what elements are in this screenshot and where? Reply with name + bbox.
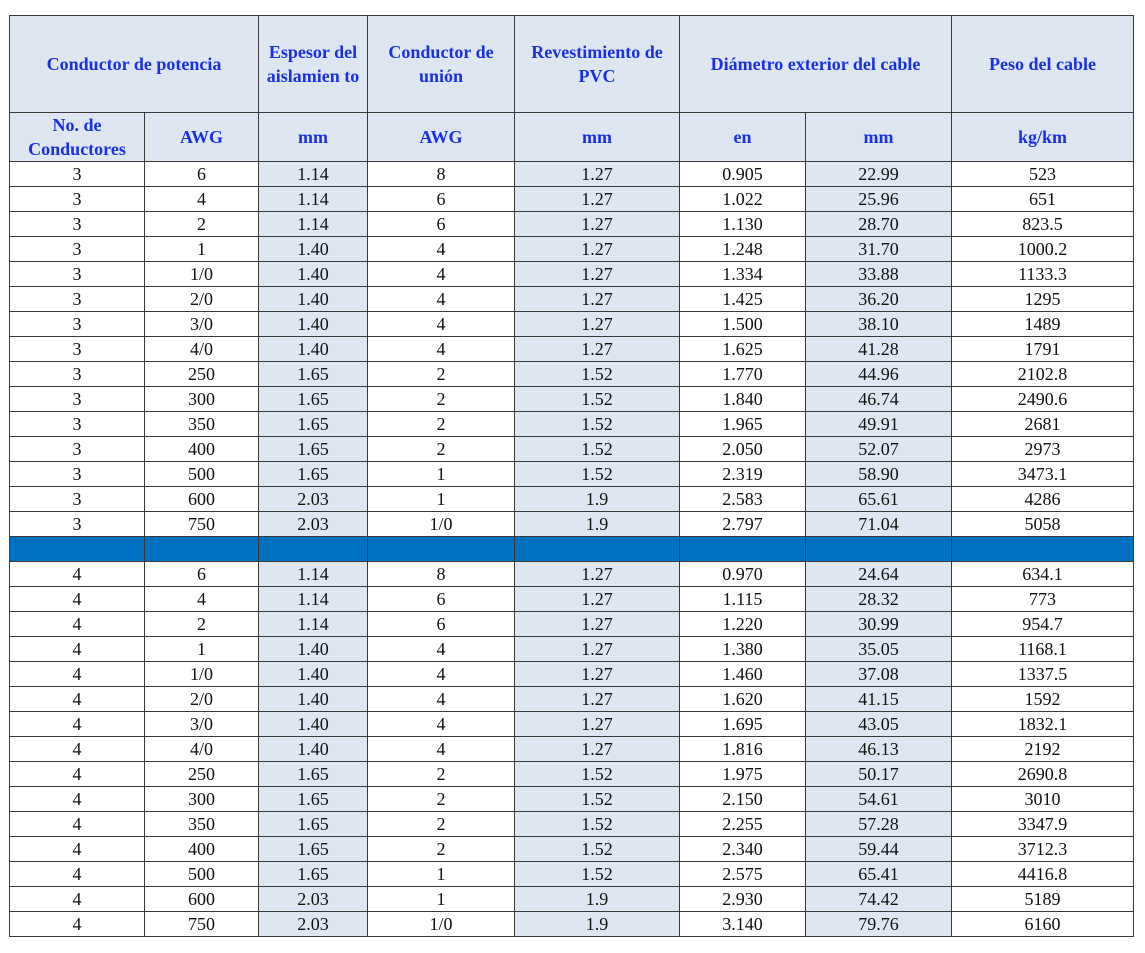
table-cell: 500 (145, 462, 259, 487)
table-cell: 1.65 (259, 437, 368, 462)
table-cell: 1.65 (259, 787, 368, 812)
table-cell: 4 (10, 912, 145, 937)
header-peso: Peso del cable (952, 16, 1134, 113)
table-cell: 4 (10, 587, 145, 612)
table-cell: 1337.5 (952, 662, 1134, 687)
table-cell: 2 (368, 362, 515, 387)
table-cell: 3 (10, 512, 145, 537)
table-cell: 1.52 (515, 762, 680, 787)
table-cell: 1.500 (680, 312, 806, 337)
table-cell: 1 (368, 487, 515, 512)
table-cell: 4 (10, 812, 145, 837)
table-cell: 4 (10, 862, 145, 887)
table-cell: 0.905 (680, 162, 806, 187)
table-cell: 1.9 (515, 487, 680, 512)
table-row (10, 237, 1134, 262)
table-cell: 31.70 (806, 237, 952, 262)
table-cell: 1.27 (515, 212, 680, 237)
table-cell: 24.64 (806, 562, 952, 587)
table-cell: 634.1 (952, 562, 1134, 587)
table-cell: 8 (368, 162, 515, 187)
table-cell: 4 (368, 712, 515, 737)
table-cell: 4 (10, 887, 145, 912)
table-cell: 3 (10, 187, 145, 212)
table-cell: 4 (10, 662, 145, 687)
header-no-conductores: No. de Conductores (10, 113, 145, 162)
separator-body (10, 537, 1134, 562)
table-cell: 22.99 (806, 162, 952, 187)
table-cell: 2.03 (259, 487, 368, 512)
table-cell: 2102.8 (952, 362, 1134, 387)
table-cell: 1.27 (515, 662, 680, 687)
table-cell: 3712.3 (952, 837, 1134, 862)
table-cell: 1.14 (259, 162, 368, 187)
table-cell: 1.14 (259, 562, 368, 587)
table-row (10, 512, 1134, 537)
table-cell: 3 (10, 412, 145, 437)
table-cell: 4 (368, 737, 515, 762)
table-cell: 2.255 (680, 812, 806, 837)
table-cell: 4 (10, 612, 145, 637)
table-cell: 4 (10, 637, 145, 662)
table-cell: 1.840 (680, 387, 806, 412)
table-row (10, 637, 1134, 662)
table-cell: 1.625 (680, 337, 806, 362)
table-cell: 1 (368, 462, 515, 487)
table-cell: 1.65 (259, 387, 368, 412)
table-cell: 3/0 (145, 712, 259, 737)
table-cell: 65.41 (806, 862, 952, 887)
table-cell: 6 (368, 187, 515, 212)
table-cell: 1168.1 (952, 637, 1134, 662)
table-cell: 2/0 (145, 287, 259, 312)
table-cell: 71.04 (806, 512, 952, 537)
table-body-4-conductores (10, 562, 1134, 937)
table-cell: 79.76 (806, 912, 952, 937)
table-cell: 3 (10, 387, 145, 412)
table-cell: 1133.3 (952, 262, 1134, 287)
table-cell: 823.5 (952, 212, 1134, 237)
table-cell: 1.52 (515, 837, 680, 862)
table-cell: 1.14 (259, 587, 368, 612)
table-row (10, 212, 1134, 237)
table-cell: 400 (145, 437, 259, 462)
table-cell: 2 (145, 212, 259, 237)
table-cell: 1 (145, 237, 259, 262)
table-cell: 49.91 (806, 412, 952, 437)
table-cell: 65.61 (806, 487, 952, 512)
table-cell: 600 (145, 487, 259, 512)
table-cell: 1/0 (368, 512, 515, 537)
table-row (10, 187, 1134, 212)
table-cell: 1.9 (515, 887, 680, 912)
table-cell: 3473.1 (952, 462, 1134, 487)
table-cell: 6160 (952, 912, 1134, 937)
table-cell: 2 (368, 787, 515, 812)
table-cell: 4 (10, 737, 145, 762)
table-cell: 954.7 (952, 612, 1134, 637)
table-row (10, 712, 1134, 737)
table-cell: 35.05 (806, 637, 952, 662)
table-cell: 2.583 (680, 487, 806, 512)
table-cell: 2 (368, 812, 515, 837)
table-cell: 1.425 (680, 287, 806, 312)
table-cell: 3347.9 (952, 812, 1134, 837)
table-cell: 4286 (952, 487, 1134, 512)
header-unit-mm-espesor: mm (259, 113, 368, 162)
table-cell: 3 (10, 237, 145, 262)
table-cell: 74.42 (806, 887, 952, 912)
table-cell: 1.27 (515, 162, 680, 187)
table-row (10, 762, 1134, 787)
table-cell: 1.52 (515, 437, 680, 462)
table-cell: 1.40 (259, 287, 368, 312)
table-cell: 4 (10, 762, 145, 787)
table-cell: 1832.1 (952, 712, 1134, 737)
table-cell: 1295 (952, 287, 1134, 312)
table-cell: 1.695 (680, 712, 806, 737)
table-cell: 2.050 (680, 437, 806, 462)
table-cell: 1.40 (259, 237, 368, 262)
header-revestimiento: Revestimiento de PVC (515, 16, 680, 113)
table-cell: 41.15 (806, 687, 952, 712)
table-row (10, 737, 1134, 762)
table-cell: 25.96 (806, 187, 952, 212)
table-row (10, 687, 1134, 712)
table-cell: 52.07 (806, 437, 952, 462)
table-cell: 1.40 (259, 662, 368, 687)
header-conductor-potencia: Conductor de potencia (10, 16, 259, 113)
table-cell: 37.08 (806, 662, 952, 687)
table-cell: 2.930 (680, 887, 806, 912)
table-cell: 4416.8 (952, 862, 1134, 887)
header-conductor-union: Conductor de unión (368, 16, 515, 113)
table-cell: 1.40 (259, 737, 368, 762)
table-cell: 500 (145, 862, 259, 887)
table-cell: 46.13 (806, 737, 952, 762)
table-cell: 1.816 (680, 737, 806, 762)
table-cell: 3010 (952, 787, 1134, 812)
table-cell: 1.115 (680, 587, 806, 612)
table-cell: 1.40 (259, 262, 368, 287)
table-cell: 2.03 (259, 887, 368, 912)
table-cell: 4 (10, 712, 145, 737)
header-unit-kgkm: kg/km (952, 113, 1134, 162)
table-row (10, 162, 1134, 187)
table-cell: 1.14 (259, 612, 368, 637)
table-cell: 1.27 (515, 687, 680, 712)
table-row (10, 412, 1134, 437)
table-cell: 50.17 (806, 762, 952, 787)
table-cell: 2 (368, 387, 515, 412)
table-cell: 4 (10, 837, 145, 862)
table-cell: 1.14 (259, 187, 368, 212)
table-row (10, 562, 1134, 587)
table-cell: 3 (10, 162, 145, 187)
table-cell: 59.44 (806, 837, 952, 862)
table-cell: 2690.8 (952, 762, 1134, 787)
table-cell: 1.460 (680, 662, 806, 687)
table-cell: 33.88 (806, 262, 952, 287)
table-row (10, 362, 1134, 387)
table-cell: 2/0 (145, 687, 259, 712)
table-cell: 4 (10, 687, 145, 712)
table-cell: 2973 (952, 437, 1134, 462)
table-row (10, 787, 1134, 812)
table-cell: 3 (10, 362, 145, 387)
table-cell: 3.140 (680, 912, 806, 937)
table-cell: 4 (368, 687, 515, 712)
table-cell: 1.27 (515, 562, 680, 587)
table-cell: 1.40 (259, 312, 368, 337)
header-row-units (10, 113, 1134, 162)
table-cell: 400 (145, 837, 259, 862)
table-cell: 1.65 (259, 362, 368, 387)
table-cell: 6 (368, 212, 515, 237)
header-row-main (10, 16, 1134, 113)
table-cell: 1.380 (680, 637, 806, 662)
table-cell: 350 (145, 812, 259, 837)
table-cell: 3 (10, 462, 145, 487)
table-cell: 2 (368, 837, 515, 862)
table-row (10, 487, 1134, 512)
table-cell: 4 (368, 337, 515, 362)
table-cell: 2490.6 (952, 387, 1134, 412)
table-cell: 6 (145, 562, 259, 587)
table-cell: 1.65 (259, 862, 368, 887)
table-cell: 3 (10, 337, 145, 362)
table-cell: 5058 (952, 512, 1134, 537)
table-cell: 1.40 (259, 637, 368, 662)
table-cell: 4 (368, 287, 515, 312)
table-cell: 1.334 (680, 262, 806, 287)
table-cell: 1.52 (515, 362, 680, 387)
table-row (10, 587, 1134, 612)
table-cell: 4 (145, 587, 259, 612)
table-cell: 1.65 (259, 812, 368, 837)
table-cell: 1.27 (515, 712, 680, 737)
table-row (10, 337, 1134, 362)
table-cell: 1.65 (259, 762, 368, 787)
table-cell: 1.27 (515, 587, 680, 612)
table-cell: 1000.2 (952, 237, 1134, 262)
table-cell: 1.52 (515, 387, 680, 412)
table-cell: 4/0 (145, 737, 259, 762)
header-unit-awg-union: AWG (368, 113, 515, 162)
table-row (10, 387, 1134, 412)
table-cell: 4 (368, 637, 515, 662)
table-cell: 1.65 (259, 462, 368, 487)
table-cell: 4 (10, 562, 145, 587)
header-unit-mm-diametro: mm (806, 113, 952, 162)
table-cell: 54.61 (806, 787, 952, 812)
table-cell: 1.14 (259, 212, 368, 237)
table-cell: 2 (145, 612, 259, 637)
table-cell: 38.10 (806, 312, 952, 337)
table-cell: 2.150 (680, 787, 806, 812)
table-cell: 600 (145, 887, 259, 912)
table-cell: 1489 (952, 312, 1134, 337)
table-cell: 46.74 (806, 387, 952, 412)
table-cell: 2681 (952, 412, 1134, 437)
table-cell: 1.40 (259, 337, 368, 362)
table-cell: 58.90 (806, 462, 952, 487)
table-cell: 4/0 (145, 337, 259, 362)
table-row (10, 262, 1134, 287)
table-cell: 1.27 (515, 187, 680, 212)
table-row (10, 887, 1134, 912)
table-body-3-conductores (10, 162, 1134, 537)
table-cell: 773 (952, 587, 1134, 612)
table-cell: 1.130 (680, 212, 806, 237)
table-row (10, 312, 1134, 337)
table-cell: 3 (10, 487, 145, 512)
table-row (10, 437, 1134, 462)
table-cell: 300 (145, 387, 259, 412)
table-cell: 6 (368, 587, 515, 612)
table-cell: 1791 (952, 337, 1134, 362)
table-cell: 1.620 (680, 687, 806, 712)
table-cell: 1.248 (680, 237, 806, 262)
table-cell: 57.28 (806, 812, 952, 837)
table-cell: 30.99 (806, 612, 952, 637)
table-cell: 5189 (952, 887, 1134, 912)
table-cell: 2.575 (680, 862, 806, 887)
table-cell: 3 (10, 262, 145, 287)
table-cell: 300 (145, 787, 259, 812)
table-cell: 4 (368, 662, 515, 687)
table-row (10, 912, 1134, 937)
table-cell: 2.03 (259, 912, 368, 937)
header-unit-mm-revestimiento: mm (515, 113, 680, 162)
table-cell: 3/0 (145, 312, 259, 337)
table-cell: 1.52 (515, 462, 680, 487)
table-cell: 2 (368, 412, 515, 437)
table-cell: 1.52 (515, 412, 680, 437)
table-cell: 4 (368, 262, 515, 287)
table-cell: 250 (145, 362, 259, 387)
table-cell: 1.52 (515, 862, 680, 887)
table-cell: 750 (145, 512, 259, 537)
table-cell: 1/0 (145, 262, 259, 287)
table-cell: 4 (145, 187, 259, 212)
table-cell: 3 (10, 212, 145, 237)
table-cell: 1.27 (515, 262, 680, 287)
table-cell: 43.05 (806, 712, 952, 737)
table-cell: 1 (145, 637, 259, 662)
table-cell: 350 (145, 412, 259, 437)
table-cell: 1.965 (680, 412, 806, 437)
table-cell: 523 (952, 162, 1134, 187)
table-cell: 750 (145, 912, 259, 937)
table-cell: 3 (10, 312, 145, 337)
table-row (10, 862, 1134, 887)
table-cell: 1.27 (515, 337, 680, 362)
table-cell: 1.40 (259, 687, 368, 712)
table-cell: 2.319 (680, 462, 806, 487)
table-cell: 4 (368, 237, 515, 262)
table-cell: 6 (368, 612, 515, 637)
table-cell: 1.52 (515, 787, 680, 812)
table-row (10, 837, 1134, 862)
table-row (10, 612, 1134, 637)
table-cell: 1.022 (680, 187, 806, 212)
table-cell: 6 (145, 162, 259, 187)
table-cell: 1.65 (259, 412, 368, 437)
table-cell: 1 (368, 862, 515, 887)
table-cell: 1.27 (515, 637, 680, 662)
table-cell: 1.65 (259, 837, 368, 862)
table-cell: 0.970 (680, 562, 806, 587)
table-cell: 2.03 (259, 512, 368, 537)
table-cell: 4 (10, 787, 145, 812)
table-row (10, 662, 1134, 687)
table-cell: 1/0 (368, 912, 515, 937)
table-cell: 1.27 (515, 287, 680, 312)
table-cell: 651 (952, 187, 1134, 212)
table-row (10, 462, 1134, 487)
table-cell: 1.220 (680, 612, 806, 637)
table-cell: 1.27 (515, 737, 680, 762)
table-cell: 1 (368, 887, 515, 912)
header-diametro: Diámetro exterior del cable (680, 16, 952, 113)
table-cell: 3 (10, 437, 145, 462)
table-row (10, 812, 1134, 837)
header-espesor: Espesor del aislamien to (259, 16, 368, 113)
table-cell: 1.52 (515, 812, 680, 837)
table-cell: 2 (368, 437, 515, 462)
separator-row (10, 537, 1134, 562)
table-cell: 28.70 (806, 212, 952, 237)
table-cell: 250 (145, 762, 259, 787)
header-awg: AWG (145, 113, 259, 162)
table-cell: 41.28 (806, 337, 952, 362)
table-cell: 2 (368, 762, 515, 787)
table-cell: 8 (368, 562, 515, 587)
table-cell: 1.40 (259, 712, 368, 737)
table-cell: 1.27 (515, 612, 680, 637)
table-cell: 36.20 (806, 287, 952, 312)
table-cell: 1.9 (515, 912, 680, 937)
table-cell: 1/0 (145, 662, 259, 687)
table-cell: 2192 (952, 737, 1134, 762)
table-cell: 1.975 (680, 762, 806, 787)
table-cell: 1.770 (680, 362, 806, 387)
table-cell: 1.9 (515, 512, 680, 537)
table-cell: 2.797 (680, 512, 806, 537)
table-cell: 1.27 (515, 237, 680, 262)
header-unit-en: en (680, 113, 806, 162)
table-cell: 1.27 (515, 312, 680, 337)
table-cell: 4 (368, 312, 515, 337)
cable-spec-table (9, 15, 1134, 937)
table-row (10, 287, 1134, 312)
table-cell: 1592 (952, 687, 1134, 712)
table-cell: 28.32 (806, 587, 952, 612)
table-cell: 3 (10, 287, 145, 312)
table-cell: 2.340 (680, 837, 806, 862)
table-cell: 44.96 (806, 362, 952, 387)
